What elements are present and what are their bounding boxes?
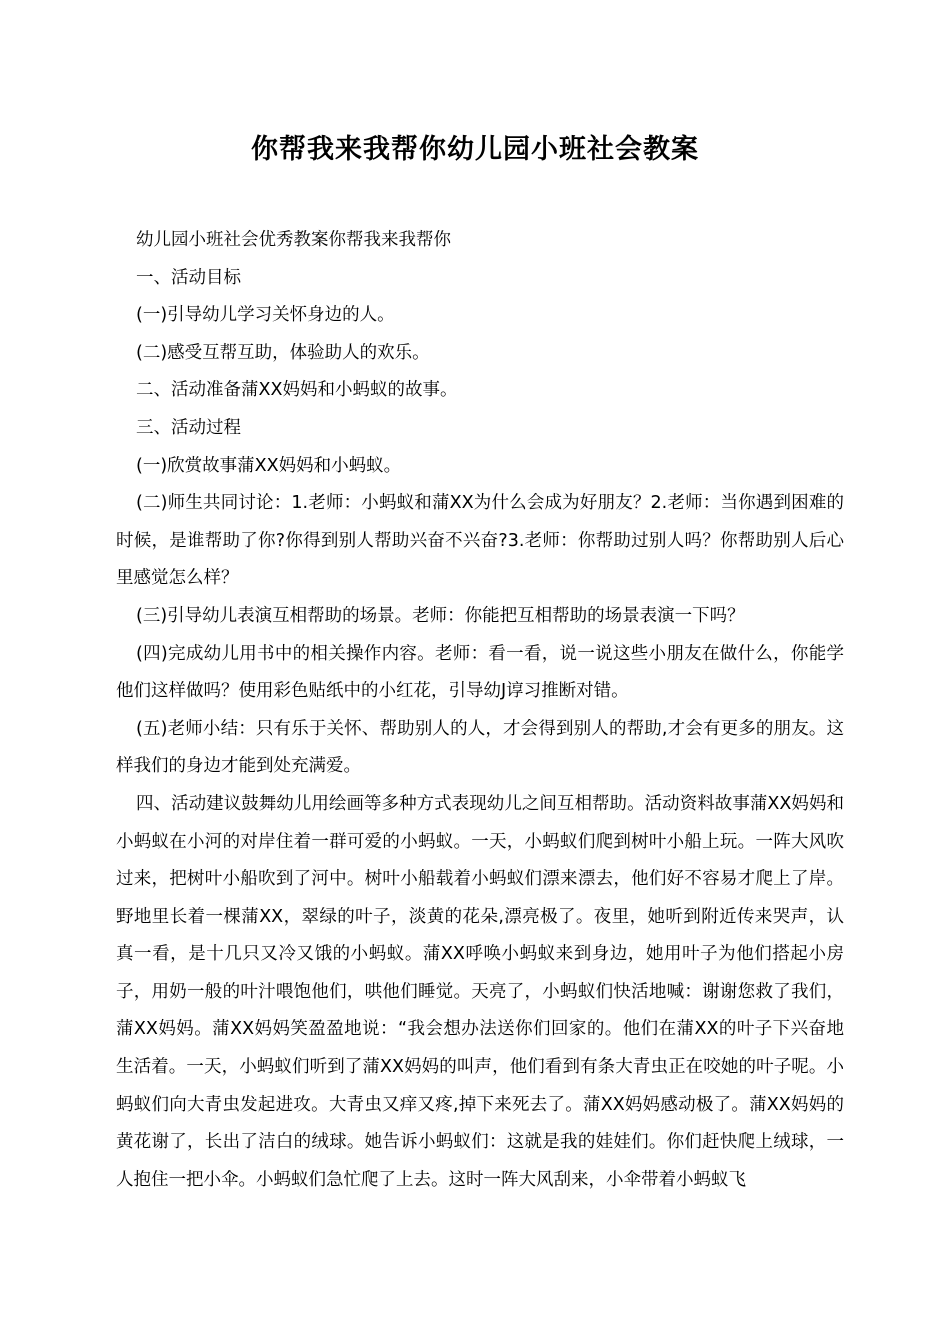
section-suggestions-and-story: 四、活动建议鼓舞幼儿用绘画等多种方式表现幼儿之间互相帮助。活动资料故事蒲XX妈妈和小蚂蚁在小河的对岸住着一群可爱的小蚂蚁。一天，小蚂蚁们爬到树叶小船上玩。一阵大风吹过来，把树叶小船吹到了河中。树叶小船载着小蚂蚁们漂来漂去，他们好不容易才爬上了岸。野地里长着一棵蒲XX，翠绿的叶子，淡黄的花朵,漂亮极了。夜里，她听到附近传来哭声，认真一看，是十几只又冷又饿的小蚂蚁。蒲XX呼唤小蚂蚁来到身边，她用叶子为他们搭起小房子，用奶一般的叶汁喂饱他们，哄他们睡觉。天亮了，小蚂蚁们快活地喊：谢谢您救了我们，蒲XX妈妈。蒲XX妈妈笑盈盈地说：“我会想办法送你们回家的。他们在蒲XX的叶子下兴奋地生活着。一天，小蚂蚁们听到了蒲XX妈妈的叫声，他们看到有条大青虫正在咬她的叶子呢。小蚂蚁们向大青虫发起进攻。大青虫又痒又疼,掉下来死去了。蒲XX妈妈感动极了。蒲XX妈妈的黄花谢了，长出了洁白的绒球。她告诉小蚂蚁们：这就是我的娃娃们。你们赶快爬上绒球，一人抱住一把小伞。小蚂蚁们急忙爬了上去。这时一阵大风刮来，小伞带着小蚂蚁飞	[116, 793, 844, 1190]
process-step-4: (四)完成幼儿用书中的相关操作内容。老师：看一看，说一说这些小朋友在做什么，你能学他们这样做吗？使用彩色贴纸中的小红花，引导幼J谆习推断对错。	[116, 643, 844, 702]
goal-item-2: (二)感受互帮互助，体验助人的欢乐。	[136, 342, 430, 363]
section-heading-process: 三、活动过程	[136, 417, 241, 438]
process-step-2: (二)师生共同讨论：1.老师：小蚂蚁和蒲XX为什么会成为好朋友？2.老师：当你遇到困难的时候，是谁帮助了你?你得到别人帮助兴奋不兴奋?3.老师：你帮助过别人吗？你帮助别人后心里感觉怎么样？	[116, 493, 844, 589]
goal-item-1: (一)引导幼儿学习关怀身边的人。	[136, 305, 395, 326]
process-step-5: (五)老师小结：只有乐于关怀、帮助别人的人，才会得到别人的帮助,才会有更多的朋友。这样我们的身边才能到处充满爱。	[116, 718, 844, 777]
paragraph-intro: 幼儿园小班社会优秀教案你帮我来我帮你	[136, 230, 451, 250]
section-heading-preparation: 二、活动准备蒲XX妈妈和小蚂蚁的故事。	[136, 380, 458, 401]
document-body	[116, 222, 844, 1199]
process-step-3: (三)引导幼儿表演互相帮助的场景。老师：你能把互相帮助的场景表演一下吗？	[136, 605, 745, 626]
document-title: 你帮我来我帮你幼儿园小班社会教案	[251, 134, 699, 165]
section-heading-goals: 一、活动目标	[136, 267, 241, 288]
process-step-1: (一)欣赏故事蒲XX妈妈和小蚂蚁。	[136, 455, 402, 476]
